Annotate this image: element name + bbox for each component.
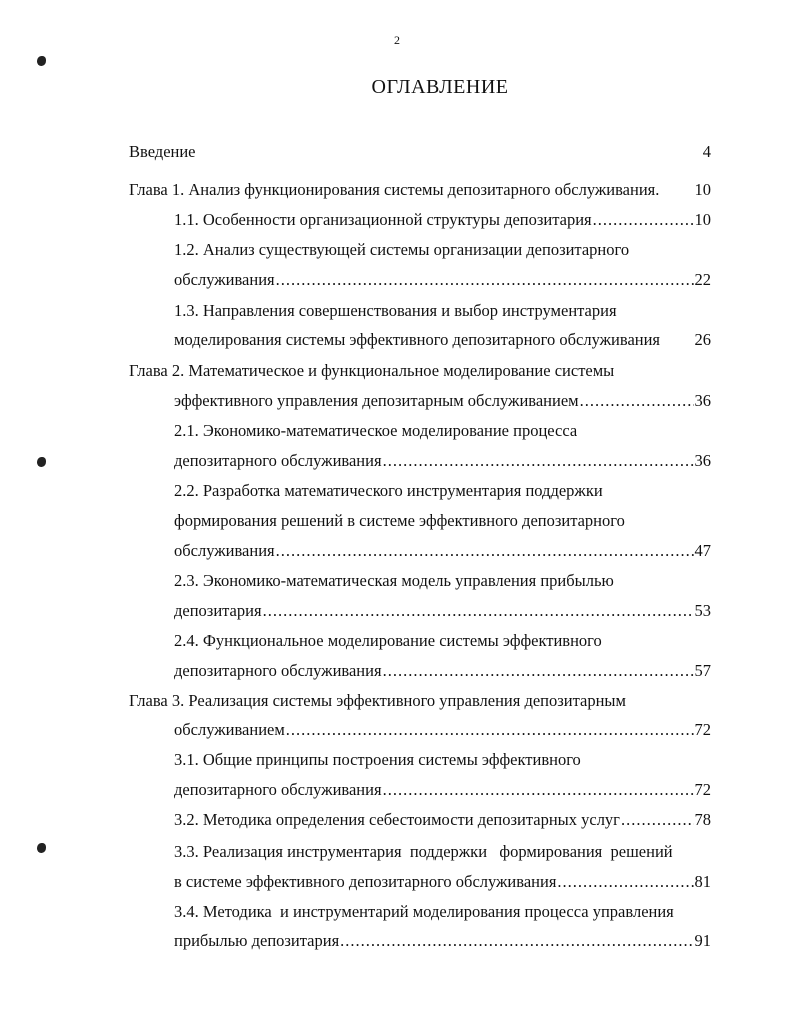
toc-entry-title: моделирования системы эффективного депозитарного обслуживания <box>174 330 661 349</box>
toc-entry-section-1-2[interactable]: 1.2. Анализ существующей системы организации депозитарного <box>174 240 630 259</box>
toc-entry-section-3-4-cont[interactable] <box>174 931 711 951</box>
toc-entry-section-2-4[interactable]: 2.4. Функциональное моделирование системы эффективного <box>174 631 602 650</box>
toc-leader <box>263 601 694 621</box>
toc-entry-section-3-2[interactable] <box>174 810 711 830</box>
toc-page-number: 4 <box>702 142 711 161</box>
toc-entry-title: депозитарного обслуживания <box>174 451 382 470</box>
toc-entry-section-1-2-cont[interactable] <box>174 270 711 290</box>
toc-entry-title: в системе эффективного депозитарного обслуживания <box>174 872 557 891</box>
toc-page-number: 81 <box>694 872 711 891</box>
toc-entry-title: депозитария <box>174 601 262 620</box>
toc-leader <box>557 872 693 892</box>
toc-entry-title: прибылью депозитария <box>174 931 340 950</box>
toc-entry-chapter-3-cont[interactable] <box>174 720 711 740</box>
toc-leader <box>621 810 694 830</box>
toc-page-number: 10 <box>694 210 711 229</box>
toc-page-number: 22 <box>694 270 711 289</box>
toc-entry-section-3-3-cont[interactable] <box>174 872 711 892</box>
toc-page-number: 78 <box>694 810 711 829</box>
toc-entry-title: депозитарного обслуживания <box>174 780 382 799</box>
toc-page-number: 72 <box>694 720 711 739</box>
toc-entry-section-3-1-cont[interactable] <box>174 780 711 800</box>
toc-entry-intro[interactable] <box>129 142 711 162</box>
toc-entry-title: Введение <box>129 142 196 161</box>
punch-hole-mark <box>37 457 46 467</box>
toc-leader <box>276 270 694 290</box>
toc-entry-section-2-2-cont2[interactable] <box>174 541 711 561</box>
toc-entry-chapter-1[interactable] <box>129 180 711 200</box>
toc-entry-title: обслуживания <box>174 270 275 289</box>
toc-leader <box>340 931 693 951</box>
page-number: 2 <box>394 33 400 47</box>
toc-entry-title: депозитарного обслуживания <box>174 661 382 680</box>
toc-entry-title: Глава 1. Анализ функционирования системы депозитарного обслуживания. <box>129 180 660 199</box>
toc-leader <box>286 720 694 740</box>
toc-entry-chapter-3[interactable]: Глава 3. Реализация системы эффективного управления депозитарным <box>129 691 626 710</box>
toc-page-number: 10 <box>694 180 711 199</box>
toc-page-number: 91 <box>694 931 711 950</box>
toc-leader <box>383 780 694 800</box>
toc-entry-section-2-4-cont[interactable] <box>174 661 711 681</box>
toc-entry-section-1-3[interactable]: 1.3. Направления совершенствования и выбор инструментария <box>174 301 617 320</box>
toc-entry-section-2-2[interactable]: 2.2. Разработка математического инструментария поддержки <box>174 481 603 500</box>
toc-entry-section-3-3[interactable]: 3.3. Реализация инструментария поддержки формирования решений <box>174 842 673 861</box>
toc-leader <box>383 451 694 471</box>
toc-entry-title: обслуживания <box>174 541 275 560</box>
toc-entry-title: обслуживанием <box>174 720 285 739</box>
punch-hole-mark <box>37 843 46 853</box>
toc-page-number: 26 <box>694 330 711 349</box>
toc-entry-title: 1.1. Особенности организационной структуры депозитария <box>174 210 592 229</box>
toc-page-number: 57 <box>694 661 711 680</box>
toc-page-number: 36 <box>694 451 711 470</box>
toc-page-number: 53 <box>694 601 711 620</box>
toc-entry-section-2-3-cont[interactable] <box>174 601 711 621</box>
toc-entry-chapter-2-cont[interactable] <box>174 391 711 411</box>
toc-leader <box>580 391 694 411</box>
toc-page-number: 47 <box>694 541 711 560</box>
toc-leader <box>276 541 694 561</box>
toc-entry-title: 3.2. Методика определения себестоимости депозитарных услуг <box>174 810 620 829</box>
toc-page-number: 72 <box>694 780 711 799</box>
toc-entry-chapter-2[interactable]: Глава 2. Математическое и функциональное моделирование системы <box>129 361 615 380</box>
toc-entry-section-2-1[interactable]: 2.1. Экономико-математическое моделирование процесса <box>174 421 578 440</box>
punch-hole-mark <box>37 56 46 66</box>
page-title: ОГЛАВЛЕНИЕ <box>371 76 509 98</box>
toc-entry-section-1-3-cont[interactable] <box>174 330 711 350</box>
toc-entry-section-2-3[interactable]: 2.3. Экономико-математическая модель управления прибылью <box>174 571 614 590</box>
toc-leader <box>383 661 694 681</box>
toc-page-number: 36 <box>694 391 711 410</box>
toc-entry-section-3-1[interactable]: 3.1. Общие принципы построения системы эффективного <box>174 750 581 769</box>
toc-entry-section-2-1-cont[interactable] <box>174 451 711 471</box>
toc-leader <box>593 210 694 230</box>
toc-entry-section-1-1[interactable] <box>174 210 711 230</box>
toc-entry-section-3-4[interactable]: 3.4. Методика и инструментарий моделирования процесса управления <box>174 902 674 921</box>
toc-entry-title: эффективного управления депозитарным обслуживанием <box>174 391 579 410</box>
toc-entry-section-2-2-cont[interactable]: формирования решений в системе эффективного депозитарного <box>174 511 625 530</box>
